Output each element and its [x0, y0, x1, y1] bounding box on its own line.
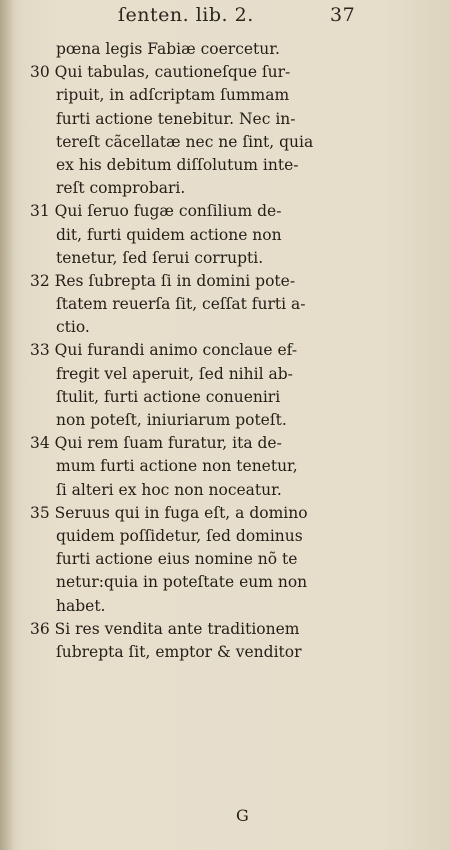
text-line: habet.: [56, 596, 106, 615]
text-line: pœna legis Fabiæ coercetur.: [56, 40, 280, 58]
text-line: 36 Si res vendita ante traditionem: [30, 619, 300, 638]
text-line: non poteſt, iniuriarum poteſt.: [56, 411, 287, 429]
gutter-shadow: [0, 0, 14, 850]
text-line: 30 Qui tabulas, cautioneſque ſur-: [30, 63, 291, 82]
text-line: 35 Seruus qui in fuga eſt, a domino: [30, 503, 308, 522]
text-line: mum furti actione non tenetur,: [56, 457, 298, 476]
text-line: ex his debitum diſſolutum inte-: [56, 155, 299, 174]
text-line: ſi alteri ex hoc non noceatur.: [56, 480, 282, 499]
text-line: ſtatem reuerſa ſit, ceſſat furti a-: [56, 295, 306, 314]
text-line: tereſt cãcellatæ nec ne ſint, quia: [56, 132, 314, 151]
text-line: netur:quia in poteſtate eum non: [56, 573, 308, 592]
text-line: furti actione eius nomine nõ te: [56, 550, 298, 569]
text-line: furti actione tenebitur. Nec in-: [56, 109, 296, 128]
running-head: [118, 4, 358, 28]
text-line: dit, furti quidem actione non: [56, 225, 282, 244]
text-line: fregit vel aperuit, ſed nihil ab-: [56, 364, 293, 383]
text-line: ctio.: [56, 318, 90, 337]
text-line: tenetur, ſed ſerui corrupti.: [56, 248, 264, 267]
text-line: ſtulit, furti actione conueniri: [56, 387, 281, 406]
text-line: 31 Qui ſeruo fugæ conſilium de-: [30, 202, 282, 221]
text-line: 33 Qui furandi animo conclaue ef-: [30, 341, 298, 360]
text-line: 34 Qui rem ſuam furatur, ita de-: [30, 434, 282, 453]
text-body: [30, 38, 348, 664]
text-line: ſubrepta ſit, emptor & venditor: [56, 642, 302, 661]
text-line: 32 Res ſubrepta ſi in domini pote-: [30, 271, 296, 290]
text-line: quidem poſſidetur, ſed dominus: [56, 526, 303, 545]
text-line: ripuit, in adſcriptam ſummam: [56, 86, 290, 105]
catchword: G: [236, 806, 249, 825]
running-head-title: ſenten. lib. 2.: [118, 4, 254, 26]
page-number: 37: [330, 4, 356, 26]
text-line: reſt comprobari.: [56, 179, 186, 198]
